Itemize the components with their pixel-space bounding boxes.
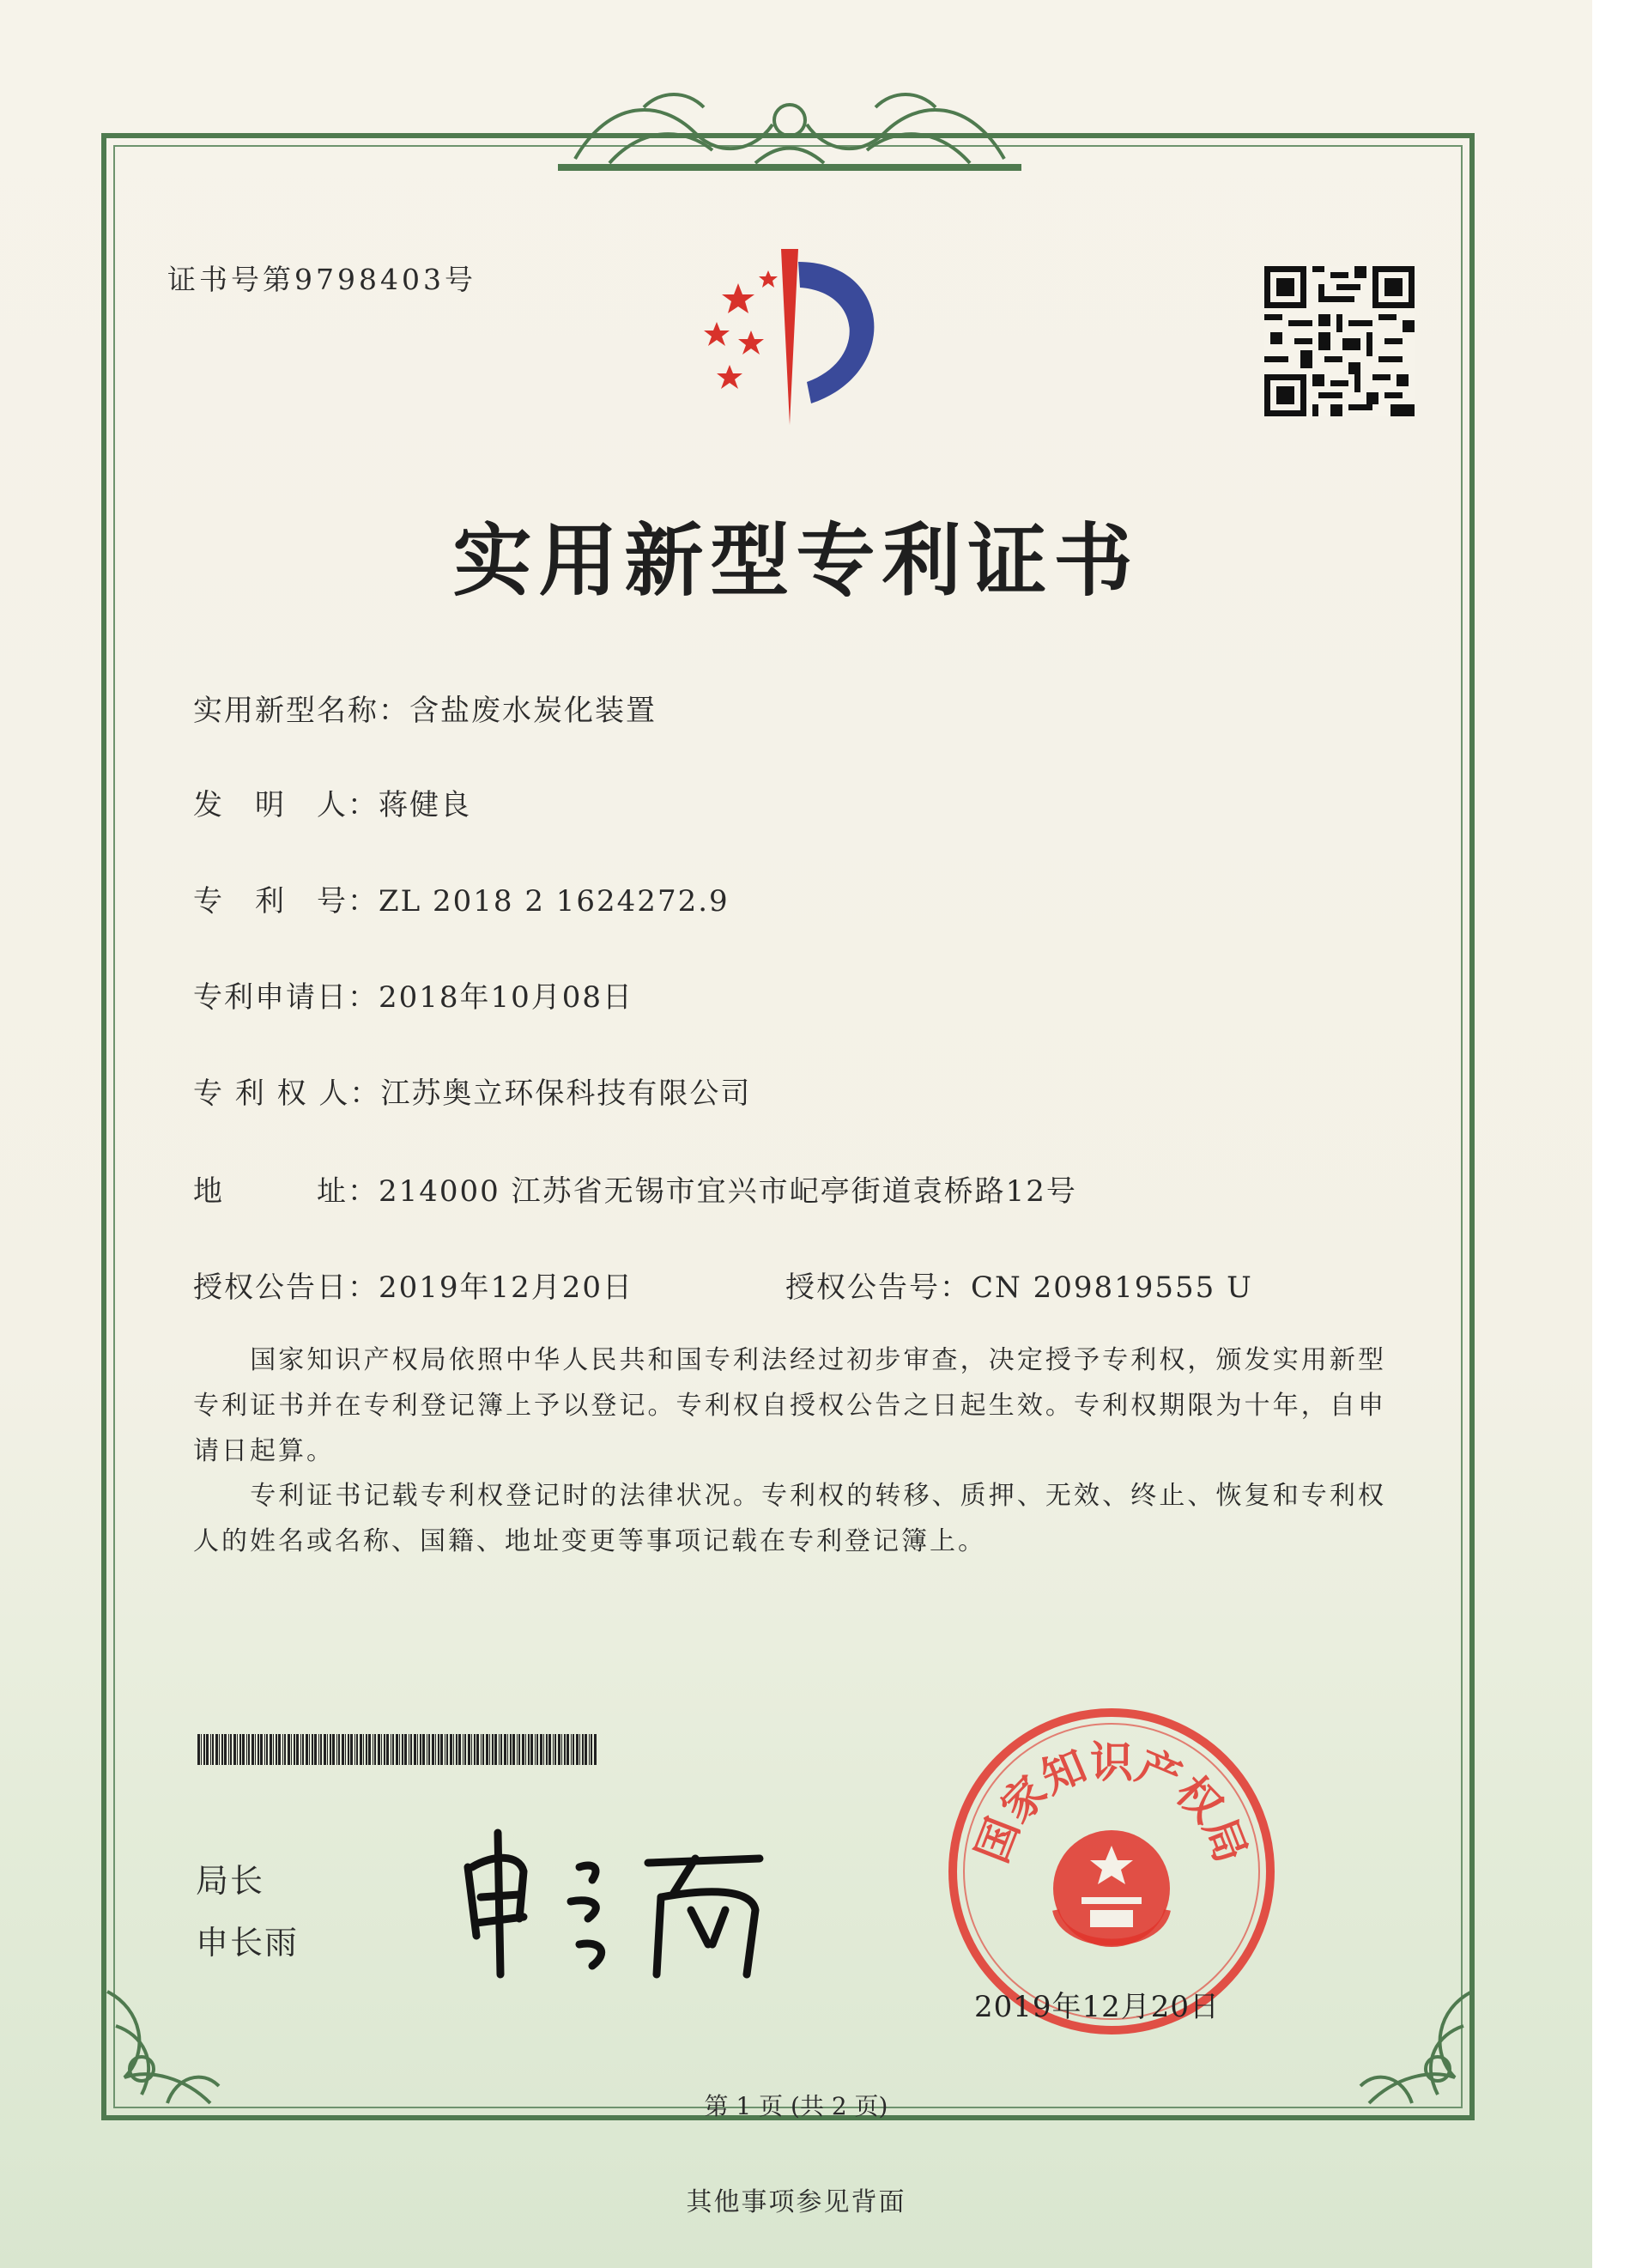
barcode-icon [197, 1734, 597, 1765]
field-name-value: 含盐废水炭化装置 [409, 694, 657, 728]
seal-text: 国家知识产权局 [966, 1737, 1257, 1870]
field-grant-date-label: 授权公告日： [193, 1270, 379, 1305]
field-grant-no-label: 授权公告号： [785, 1270, 971, 1305]
director-title: 局长 [196, 1862, 265, 1900]
field-filing-date-value: 2018年10月08日 [379, 980, 634, 1015]
field-filing-date-label: 专利申请日： [193, 980, 379, 1015]
field-patent-no-value: ZL 2018 2 1624272.9 [379, 884, 730, 919]
field-grant-no-value: CN 209819555 U [971, 1270, 1253, 1305]
field-filing-date [193, 973, 633, 1016]
top-ornament-icon [558, 82, 1021, 176]
field-patentee-value: 江苏奥立环保科技有限公司 [380, 1076, 752, 1111]
field-patent-no [193, 877, 730, 919]
certificate-title: 实用新型专利证书 [452, 514, 1140, 607]
field-address-value: 214000 江苏省无锡市宜兴市屺亭街道袁桥路12号 [379, 1174, 1077, 1209]
field-address-label: 地 址： [193, 1174, 379, 1209]
legal-paragraph-1: 国家知识产权局依照中华人民共和国专利法经过初步审查，决定授予专利权，颁发实用新型专利证书并在专利登记簿上予以登记。专利权自授权公告之日起生效。专利权期限为十年，自申请日起算。 [193, 1345, 1386, 1466]
certificate-number: 证书号第9798403号 [167, 263, 476, 296]
page-number: 第 1 页 (共 2 页) [704, 2092, 888, 2120]
field-address [193, 1167, 1077, 1210]
field-grant-date [193, 1264, 633, 1306]
field-patent-no-label: 专 利 号： [193, 884, 379, 919]
field-grant-no [785, 1264, 1253, 1306]
back-note: 其他事项参见背面 [686, 2187, 906, 2217]
legal-paragraph-2: 专利证书记载专利权登记时的法律状况。专利权的转移、质押、无效、终止、恢复和专利权人的姓名或名称、国籍、地址变更等事项记载在专利登记簿上。 [193, 1481, 1386, 1556]
qr-code-icon [1264, 266, 1415, 416]
field-name [193, 687, 657, 729]
scan-margin [1592, 0, 1648, 2268]
field-inventor-value: 蒋健良 [379, 788, 471, 822]
patent-office-logo-icon [670, 245, 910, 434]
field-inventor-label: 发 明 人： [193, 788, 379, 822]
seal-date: 2019年12月20日 [974, 1990, 1221, 2024]
field-grant-date-value: 2019年12月20日 [379, 1270, 634, 1305]
field-name-label: 实用新型名称： [193, 694, 409, 728]
field-inventor [193, 781, 471, 823]
signature-icon [451, 1816, 794, 1987]
field-patentee [193, 1070, 751, 1112]
field-patentee-label: 专 利 权 人： [193, 1076, 381, 1111]
director-name: 申长雨 [196, 1924, 300, 1962]
